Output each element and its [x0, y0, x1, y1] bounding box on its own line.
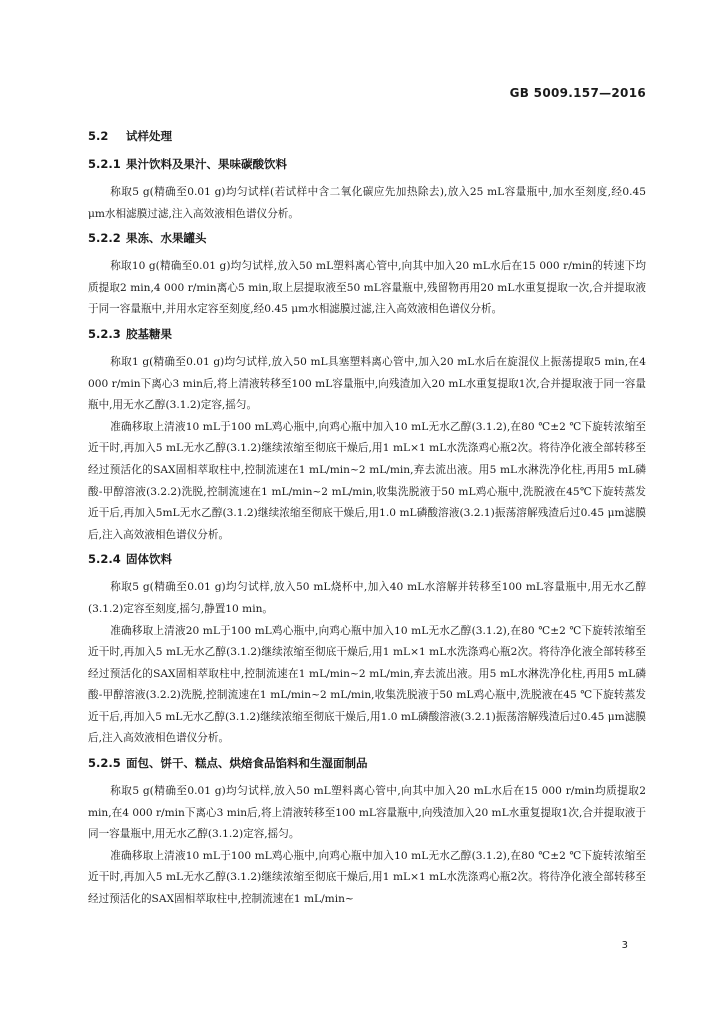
subsection-title: 面包、饼干、糕点、烘焙食品馅料和生湿面制品 — [126, 756, 368, 771]
paragraph: 称取10 g(精确至0.01 g)均匀试样,放入50 mL塑料离心管中,向其中加入20 mL水后在15 000 r/min的转速下均质提取2 min,4 000 r/min离心5 min,取上层提取液至50 mL容量瓶中,残留物再用20 mL水重复提取一次,合并提取液于同一容量瓶中,并用水定容至刻度,经0.45 μm水相滤膜过滤,注入高效液相色谱仪分析。 — [88, 260, 646, 316]
page-content — [88, 126, 646, 911]
section-number: 5.2 — [88, 129, 109, 143]
subsection-heading-5-2-4 — [88, 549, 646, 569]
subsection-number: 5.2.3 — [88, 326, 121, 341]
paragraph: 称取5 g(精确至0.01 g)均匀试样,放入50 mL塑料离心管中,向其中加入20 mL水后在15 000 r/min均质提取2 min,在4 000 r/min下离心3 min后,将上清液转移至100 mL容量瓶中,向残渣加入20 mL水重复提取1次,合并提取液于同一容量瓶中,用无水乙醇(3.1.2)定容,摇匀。 — [88, 785, 646, 841]
subsection-heading-5-2-3 — [88, 324, 646, 344]
subsection-title: 果冻、水果罐头 — [126, 231, 207, 246]
standard-code: GB 5009.157—2016 — [509, 86, 646, 100]
paragraph: 准确移取上清液20 mL于100 mL鸡心瓶中,向鸡心瓶中加入10 mL无水乙醇(3.1.2),在80 ℃±2 ℃下旋转浓缩至近干时,再加入5 mL无水乙醇(3.1.2)继续浓缩至彻底干燥后,用1 mL×1 mL水洗涤鸡心瓶2次。将待净化液全部转移至经过预活化的SAX固相萃取柱中,控制流速在1 mL/min~2 mL/min,弃去流出液。用5 mL水淋洗净化柱,再用5 mL磷酸-甲醇溶液(3.2.2)洗脱,控制流速在1 mL/min~2 mL/min,收集洗脱液于50 mL鸡心瓶中,洗脱液在45 ℃下旋转蒸发近干后,再加入5 mL无水乙醇(3.1.2)继续浓缩至彻底干燥后,用1.0 mL磷酸溶液(3.2.1)振荡溶解残渣后过0.45 μm滤膜后,注入高效液相色谱仪分析。 — [88, 624, 646, 745]
subsection-number: 5.2.1 — [88, 157, 121, 171]
subsection-title: 果汁饮料及果汁、果味碳酸饮料 — [126, 157, 287, 171]
subsection-title: 胶基糖果 — [126, 326, 172, 341]
subsection-heading-5-2-1 — [88, 154, 646, 174]
page-number: 3 — [621, 940, 628, 951]
paragraph: 准确移取上清液10 mL于100 mL鸡心瓶中,向鸡心瓶中加入10 mL无水乙醇(3.1.2),在80 ℃±2 ℃下旋转浓缩至近干时,再加入5 mL无水乙醇(3.1.2)继续浓缩至彻底干燥后,用1 mL×1 mL水洗涤鸡心瓶2次。将待净化液全部转移至经过预活化的SAX固相萃取柱中,控制流速在1 mL/min~ — [88, 849, 646, 906]
subsection-number: 5.2.5 — [88, 756, 121, 771]
section-title: 试样处理 — [126, 129, 172, 143]
paragraph: 称取5 g(精确至0.01 g)均匀试样,放入50 mL烧杯中,加入40 mL水溶解并转移至100 mL容量瓶中,用无水乙醇(3.1.2)定容至刻度,摇匀,静置10 min。 — [88, 581, 646, 615]
paragraph: 称取1 g(精确至0.01 g)均匀试样,放入50 mL具塞塑料离心管中,加入20 mL水后在旋混仪上振荡提取5 min,在4 000 r/min下离心3 min后,将上清液转移至100 mL容量瓶中,向残渣加入20 mL水重复提取1次,合并提取液于同一容量瓶中,用无水乙醇(3.1.2)定容,摇匀。 — [88, 355, 646, 412]
subsection-number: 5.2.4 — [88, 552, 121, 567]
paragraph: 称取5 g(精确至0.01 g)均匀试样(若试样中含二氧化碳应先加热除去),放入25 mL容量瓶中,加水至刻度,经0.45 μm水相滤膜过滤,注入高效液相色谱仪分析。 — [88, 186, 646, 220]
subsection-heading-5-2-2 — [88, 228, 646, 248]
subsection-title: 固体饮料 — [126, 552, 172, 567]
subsection-heading-5-2-5 — [88, 753, 646, 773]
paragraph: 准确移取上清液10 mL于100 mL鸡心瓶中,向鸡心瓶中加入10 mL无水乙醇(3.1.2),在80 ℃±2 ℃下旋转浓缩至近干时,再加入5 mL无水乙醇(3.1.2)继续浓缩至彻底干燥后,用1 mL×1 mL水洗涤鸡心瓶2次。将待净化液全部转移至经过预活化的SAX固相萃取柱中,控制流速在1 mL/min~2 mL/min,弃去流出液。用5 mL水淋洗净化柱,再用5 mL磷酸-甲醇溶液(3.2.2)洗脱,控制流速在1 mL/min~2 mL/min,收集洗脱液于50 mL鸡心瓶中,洗脱液在45℃下旋转蒸发近干后,再加入5mL无水乙醇(3.1.2)继续浓缩至彻底干燥后,用1.0 mL磷酸溶液(3.2.1)振荡溶解残渣后过0.45 μm滤膜后,注入高效液相色谱仪分析。 — [88, 420, 646, 541]
section-heading — [88, 126, 646, 146]
subsection-number: 5.2.2 — [88, 231, 121, 246]
